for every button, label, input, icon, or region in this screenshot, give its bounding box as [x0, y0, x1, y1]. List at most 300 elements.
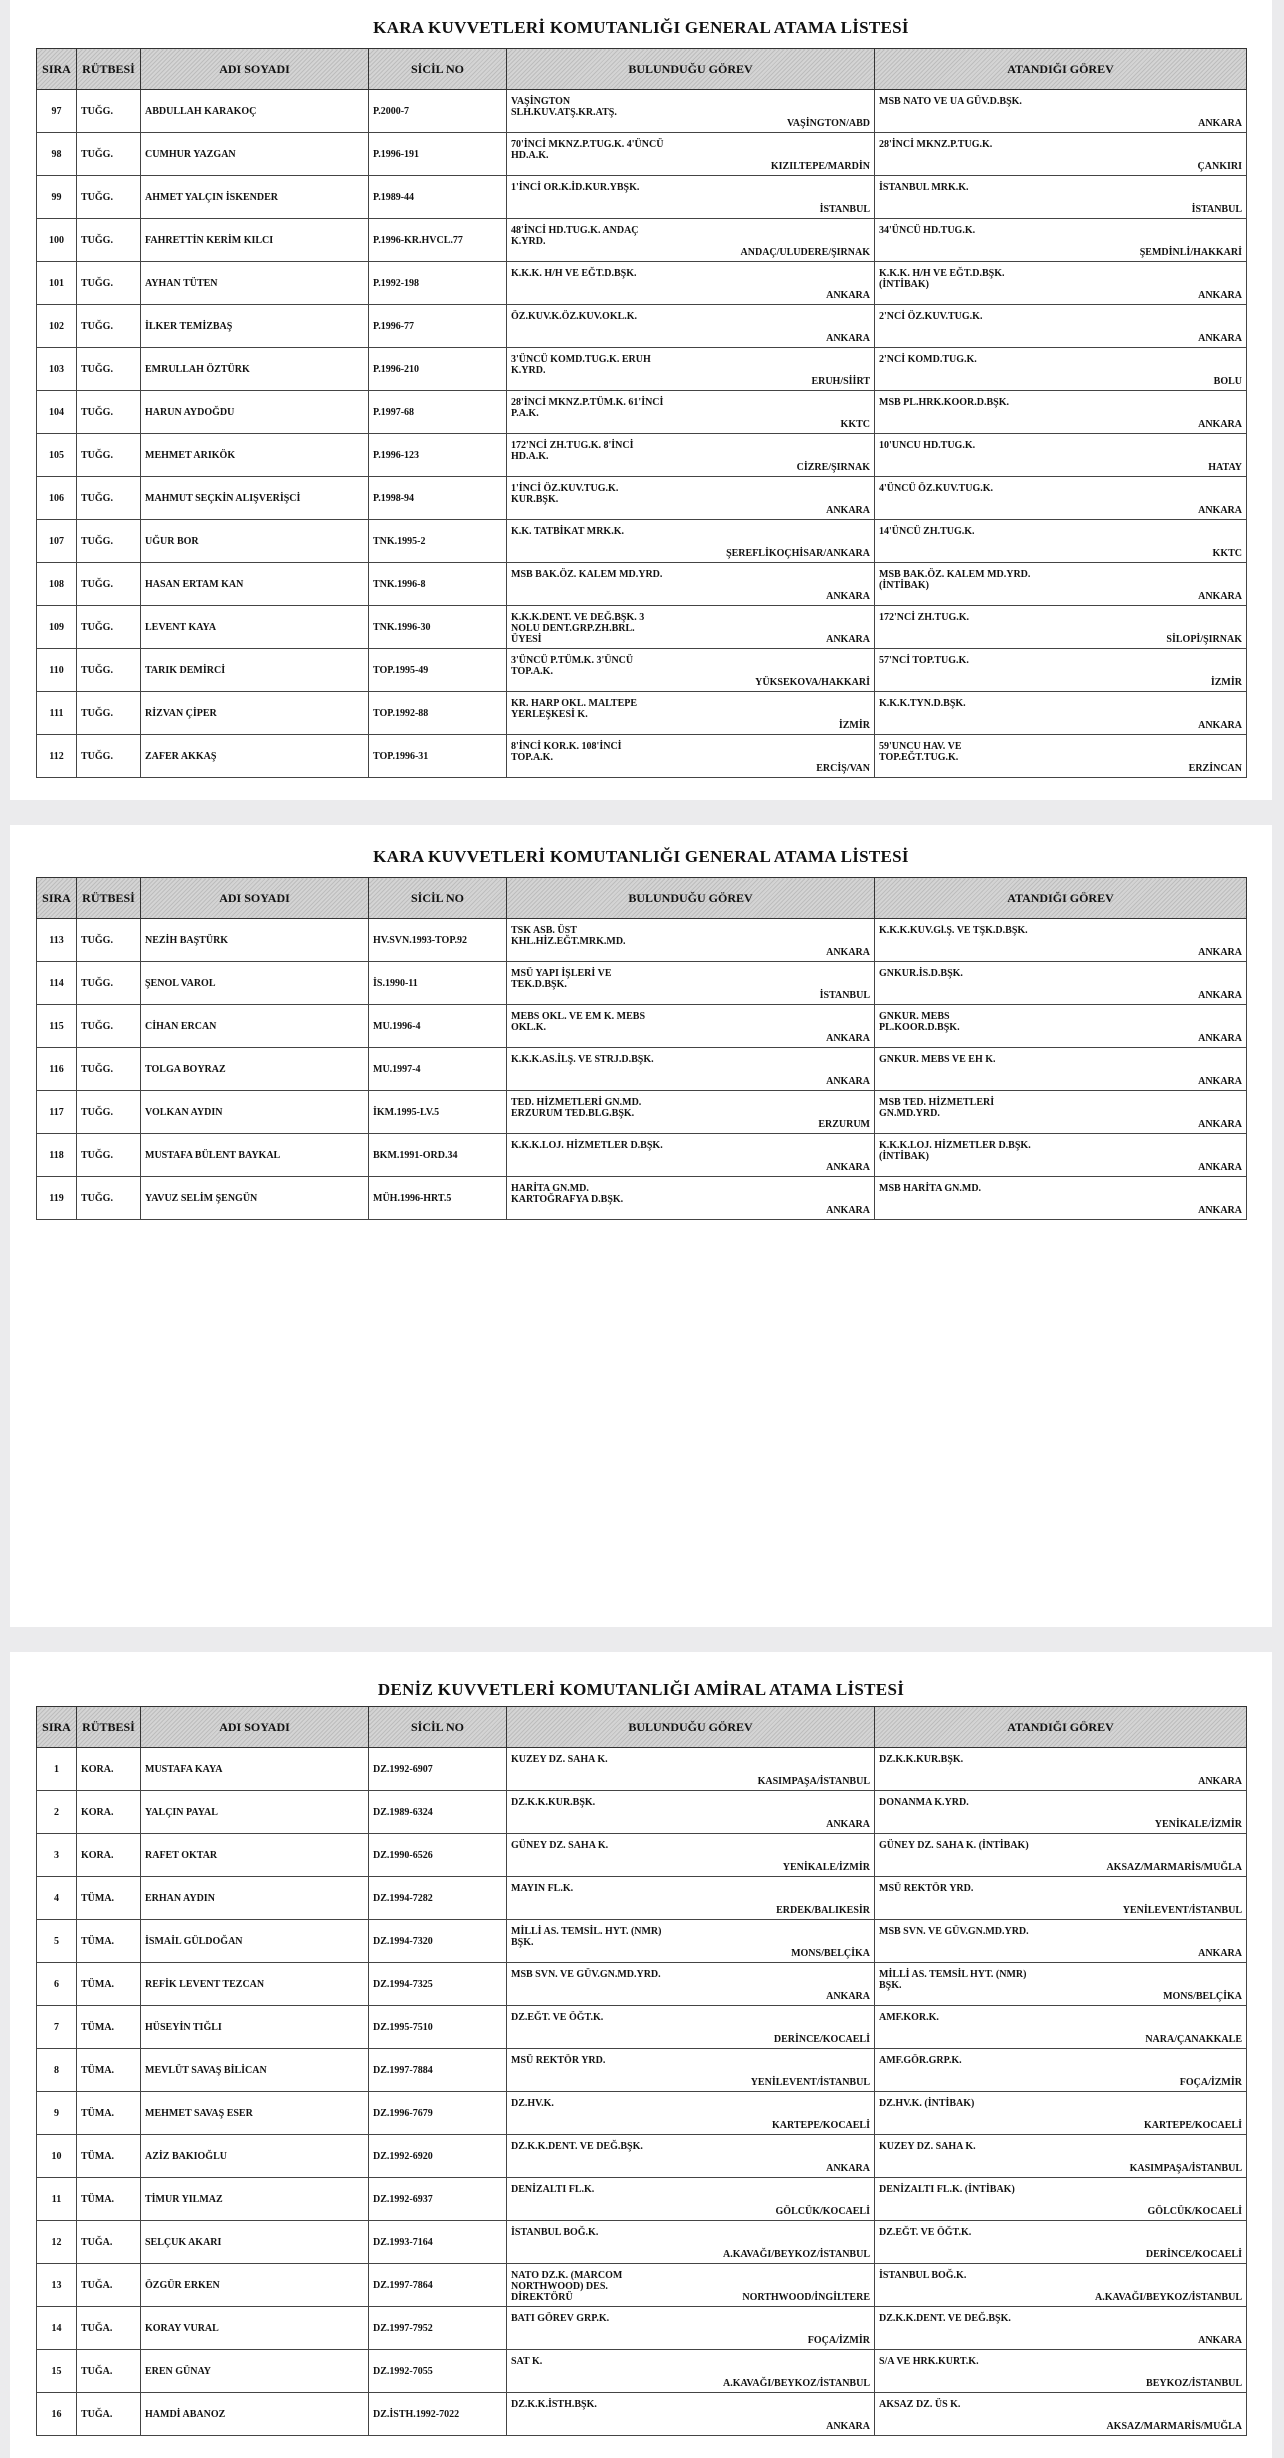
- rank-cell: TÜMA.: [77, 1963, 141, 2006]
- row-number: 117: [37, 1091, 77, 1134]
- current-duty-text: KUZEY DZ. SAHA K.: [511, 1754, 608, 1765]
- assigned-duty-cell: [875, 305, 1247, 348]
- name-cell: RİZVAN ÇİPER: [141, 692, 369, 735]
- sicil-cell: P.1989-44: [369, 176, 507, 219]
- current-duty-location: İSTANBUL: [819, 990, 870, 1001]
- assigned-duty-text: S/A VE HRK.KURT.K.: [879, 2356, 979, 2367]
- assigned-duty-location: FOÇA/İZMİR: [1179, 2077, 1242, 2088]
- assigned-duty-text: 4'ÜNCÜ ÖZ.KUV.TUG.K.: [879, 483, 993, 494]
- assigned-duty-location: YENİKALE/İZMİR: [1154, 1819, 1242, 1830]
- assigned-duty-location: NARA/ÇANAKKALE: [1145, 2034, 1242, 2045]
- assigned-duty-location: AKSAZ/MARMARİS/MUĞLA: [1106, 2421, 1242, 2432]
- current-duty-cell: [507, 348, 875, 391]
- assigned-duty-location: ANKARA: [1198, 290, 1242, 301]
- current-duty-text: MSB BAK.ÖZ. KALEM MD.YRD.: [511, 569, 663, 580]
- current-duty-cell: [507, 1091, 875, 1134]
- current-duty-cell: [507, 1920, 875, 1963]
- current-duty-cell: [507, 919, 875, 962]
- assigned-duty-cell: [875, 649, 1247, 692]
- table-row: [37, 1134, 1247, 1177]
- assigned-duty-location: ANKARA: [1198, 1119, 1242, 1130]
- current-duty-text: K.K.K. H/H VE EĞT.D.BŞK.: [511, 268, 637, 279]
- rank-cell: TUĞG.: [77, 563, 141, 606]
- header-rutbe: RÜTBESİ: [77, 878, 141, 919]
- name-cell: CİHAN ERCAN: [141, 1005, 369, 1048]
- sicil-cell: P.1998-94: [369, 477, 507, 520]
- row-number: 6: [37, 1963, 77, 2006]
- assigned-duty-cell: [875, 1963, 1247, 2006]
- rank-cell: TUĞA.: [77, 2221, 141, 2264]
- name-cell: ZAFER AKKAŞ: [141, 735, 369, 778]
- row-number: 12: [37, 2221, 77, 2264]
- table-row: [37, 1177, 1247, 1220]
- current-duty-text: GÜNEY DZ. SAHA K.: [511, 1840, 609, 1851]
- current-duty-cell: [507, 2307, 875, 2350]
- rank-cell: TUĞG.: [77, 606, 141, 649]
- current-duty-text: İSTANBUL BOĞ.K.: [511, 2227, 599, 2238]
- row-number: 105: [37, 434, 77, 477]
- table-row: [37, 2307, 1247, 2350]
- current-duty-text: BATI GÖREV GRP.K.: [511, 2313, 610, 2324]
- current-duty-location: ANKARA: [826, 290, 870, 301]
- rank-cell: TUĞG.: [77, 962, 141, 1005]
- row-number: 110: [37, 649, 77, 692]
- name-cell: AHMET YALÇIN İSKENDER: [141, 176, 369, 219]
- sicil-cell: DZ.1992-7055: [369, 2350, 507, 2393]
- name-cell: HÜSEYİN TIĞLI: [141, 2006, 369, 2049]
- row-number: 114: [37, 962, 77, 1005]
- assigned-duty-cell: [875, 262, 1247, 305]
- sicil-cell: DZ.1997-7884: [369, 2049, 507, 2092]
- current-duty-text: DENİZALTI FL.K.: [511, 2184, 595, 2195]
- current-duty-location: İZMİR: [838, 720, 870, 731]
- assigned-duty-text: MSB SVN. VE GÜV.GN.MD.YRD.: [879, 1926, 1029, 1937]
- row-number: 14: [37, 2307, 77, 2350]
- current-duty-location: ANKARA: [826, 1205, 870, 1216]
- assigned-duty-text: K.K.K.LOJ. HİZMETLER D.BŞK. (İNTİBAK): [879, 1140, 1031, 1162]
- current-duty-cell: [507, 962, 875, 1005]
- rank-cell: TUĞG.: [77, 176, 141, 219]
- assigned-duty-cell: [875, 1091, 1247, 1134]
- current-duty-text: MEBS OKL. VE EM K. MEBS OKL.K.: [511, 1011, 646, 1033]
- assigned-duty-location: GÖLCÜK/KOCAELİ: [1147, 2206, 1242, 2217]
- assigned-duty-cell: [875, 434, 1247, 477]
- sicil-cell: DZ.1997-7864: [369, 2264, 507, 2307]
- assigned-duty-location: İZMİR: [1210, 677, 1242, 688]
- current-duty-text: DZ.K.K.İSTH.BŞK.: [511, 2399, 597, 2410]
- table-row: [37, 735, 1247, 778]
- assigned-duty-cell: [875, 176, 1247, 219]
- current-duty-location: YÜKSEKOVA/HAKKARİ: [755, 677, 870, 688]
- page-kara-1: [10, 0, 1272, 800]
- table-row: [37, 305, 1247, 348]
- name-cell: MEHMET ARIKÖK: [141, 434, 369, 477]
- current-duty-location: ANKARA: [826, 1162, 870, 1173]
- sicil-cell: MÜH.1996-HRT.5: [369, 1177, 507, 1220]
- page-title: DENİZ KUVVETLERİ KOMUTANLIĞI AMİRAL ATAMA LİSTESİ: [377, 1680, 905, 1699]
- current-duty-location: ERCİŞ/VAN: [816, 763, 870, 774]
- rank-cell: TUĞG.: [77, 391, 141, 434]
- sicil-cell: DZ.1992-6907: [369, 1748, 507, 1791]
- assigned-duty-text: DZ.K.K.KUR.BŞK.: [879, 1754, 964, 1765]
- table-row: [37, 563, 1247, 606]
- assigned-duty-cell: [875, 348, 1247, 391]
- current-duty-location: ANDAÇ/ULUDERE/ŞIRNAK: [740, 247, 870, 258]
- current-duty-text: 1'İNCİ OR.K.İD.KUR.YBŞK.: [511, 182, 640, 193]
- assigned-duty-location: YENİLEVENT/İSTANBUL: [1122, 1905, 1242, 1916]
- sicil-cell: DZ.1990-6526: [369, 1834, 507, 1877]
- rank-cell: TUĞG.: [77, 520, 141, 563]
- current-duty-location: KIZILTEPE/MARDİN: [770, 161, 870, 172]
- header-sira: SIRA: [37, 1707, 77, 1748]
- rank-cell: KORA.: [77, 1834, 141, 1877]
- assigned-duty-cell: [875, 962, 1247, 1005]
- table-row: [37, 520, 1247, 563]
- current-duty-location: YENİKALE/İZMİR: [782, 1862, 870, 1873]
- current-duty-cell: [507, 735, 875, 778]
- table-row: [37, 133, 1247, 176]
- rank-cell: TUĞG.: [77, 735, 141, 778]
- assigned-duty-text: K.K.K.KUV.Gl.Ş. VE TŞK.D.BŞK.: [879, 925, 1028, 936]
- rank-cell: TUĞG.: [77, 348, 141, 391]
- sicil-cell: P.1996-210: [369, 348, 507, 391]
- row-number: 98: [37, 133, 77, 176]
- name-cell: MAHMUT SEÇKİN ALIŞVERİŞCİ: [141, 477, 369, 520]
- current-duty-location: MONS/BELÇİKA: [791, 1948, 870, 1959]
- current-duty-cell: [507, 692, 875, 735]
- current-duty-cell: [507, 305, 875, 348]
- assigned-duty-cell: [875, 1791, 1247, 1834]
- current-duty-cell: [507, 520, 875, 563]
- current-duty-cell: [507, 90, 875, 133]
- current-duty-location: A.KAVAĞI/BEYKOZ/İSTANBUL: [723, 2378, 870, 2389]
- row-number: 5: [37, 1920, 77, 1963]
- header-rutbe: RÜTBESİ: [77, 1707, 141, 1748]
- sicil-cell: P.1997-68: [369, 391, 507, 434]
- current-duty-text: NATO DZ.K. (MARCOM NORTHWOOD) DES. DİREKTÖRÜ: [511, 2270, 623, 2303]
- current-duty-cell: [507, 1005, 875, 1048]
- assigned-duty-location: KARTEPE/KOCAELİ: [1144, 2120, 1242, 2131]
- sicil-cell: TNK.1995-2: [369, 520, 507, 563]
- table-row: [37, 606, 1247, 649]
- assigned-duty-text: MSB BAK.ÖZ. KALEM MD.YRD. (İNTİBAK): [879, 569, 1031, 591]
- sicil-cell: TOP.1992-88: [369, 692, 507, 735]
- assigned-duty-text: MSB HARİTA GN.MD.: [879, 1183, 982, 1194]
- current-duty-text: 1'İNCİ ÖZ.KUV.TUG.K. KUR.BŞK.: [511, 483, 619, 505]
- sicil-cell: P.1992-198: [369, 262, 507, 305]
- name-cell: MUSTAFA BÜLENT BAYKAL: [141, 1134, 369, 1177]
- rank-cell: TÜMA.: [77, 2049, 141, 2092]
- rank-cell: KORA.: [77, 1791, 141, 1834]
- assigned-duty-text: MSB PL.HRK.KOOR.D.BŞK.: [879, 397, 1010, 408]
- assigned-duty-location: DERİNCE/KOCAELİ: [1145, 2249, 1242, 2260]
- current-duty-cell: [507, 1748, 875, 1791]
- row-number: 118: [37, 1134, 77, 1177]
- current-duty-cell: [507, 1791, 875, 1834]
- table-row: [37, 2393, 1247, 2436]
- table-row: [37, 1791, 1247, 1834]
- rank-cell: TUĞG.: [77, 219, 141, 262]
- current-duty-location: ERZURUM: [818, 1119, 870, 1130]
- assigned-duty-cell: [875, 2221, 1247, 2264]
- current-duty-text: MİLLİ AS. TEMSİL. HYT. (NMR) BŞK.: [511, 1926, 662, 1948]
- assigned-duty-location: ANKARA: [1198, 1948, 1242, 1959]
- current-duty-location: ANKARA: [826, 2163, 870, 2174]
- current-duty-location: ANKARA: [826, 2421, 870, 2432]
- assigned-duty-location: KASIMPAŞA/İSTANBUL: [1129, 2163, 1242, 2174]
- sicil-cell: TOP.1996-31: [369, 735, 507, 778]
- table-row: [37, 434, 1247, 477]
- table-row: [37, 919, 1247, 962]
- header-row: [37, 878, 1247, 919]
- table-row: [37, 2092, 1247, 2135]
- row-number: 97: [37, 90, 77, 133]
- table-row: [37, 262, 1247, 305]
- assigned-duty-cell: [875, 2307, 1247, 2350]
- current-duty-location: ANKARA: [826, 947, 870, 958]
- assigned-duty-location: BEYKOZ/İSTANBUL: [1146, 2378, 1242, 2389]
- current-duty-location: ANKARA: [826, 1819, 870, 1830]
- current-duty-cell: [507, 1177, 875, 1220]
- assigned-duty-cell: [875, 133, 1247, 176]
- current-duty-cell: [507, 2135, 875, 2178]
- assigned-duty-cell: [875, 1748, 1247, 1791]
- page-title: KARA KUVVETLERİ KOMUTANLIĞI GENERAL ATAMA LİSTESİ: [373, 847, 909, 866]
- current-duty-cell: [507, 176, 875, 219]
- name-cell: NEZİH BAŞTÜRK: [141, 919, 369, 962]
- assigned-duty-location: HATAY: [1208, 462, 1242, 473]
- table-row: [37, 2350, 1247, 2393]
- current-duty-text: ÖZ.KUV.K.ÖZ.KUV.OKL.K.: [511, 311, 638, 322]
- row-number: 112: [37, 735, 77, 778]
- assigned-duty-cell: [875, 2006, 1247, 2049]
- assigned-duty-cell: [875, 563, 1247, 606]
- current-duty-text: TED. HİZMETLERİ GN.MD. ERZURUM TED.BLG.BŞK.: [511, 1097, 642, 1119]
- current-duty-text: HARİTA GN.MD. KARTOĞRAFYA D.BŞK.: [511, 1183, 624, 1205]
- sicil-cell: DZ.1995-7510: [369, 2006, 507, 2049]
- row-number: 1: [37, 1748, 77, 1791]
- rank-cell: TÜMA.: [77, 2178, 141, 2221]
- current-duty-cell: [507, 477, 875, 520]
- name-cell: HASAN ERTAM KAN: [141, 563, 369, 606]
- current-duty-location: ERDEK/BALIKESİR: [776, 1905, 870, 1916]
- table-row: [37, 692, 1247, 735]
- sicil-cell: İKM.1995-LV.5: [369, 1091, 507, 1134]
- current-duty-cell: [507, 2178, 875, 2221]
- name-cell: MUSTAFA KAYA: [141, 1748, 369, 1791]
- sicil-cell: HV.SVN.1993-TOP.92: [369, 919, 507, 962]
- current-duty-text: 3'ÜNCÜ P.TÜM.K. 3'ÜNCÜ TOP.A.K.: [511, 655, 634, 677]
- rank-cell: TÜMA.: [77, 2006, 141, 2049]
- assigned-duty-text: DZ.HV.K. (İNTİBAK): [879, 2098, 975, 2109]
- assigned-duty-location: ANKARA: [1198, 419, 1242, 430]
- name-cell: ÖZGÜR ERKEN: [141, 2264, 369, 2307]
- current-duty-location: ANKARA: [826, 634, 870, 645]
- row-number: 108: [37, 563, 77, 606]
- current-duty-cell: [507, 1048, 875, 1091]
- current-duty-location: FOÇA/İZMİR: [807, 2335, 870, 2346]
- name-cell: YAVUZ SELİM ŞENGÜN: [141, 1177, 369, 1220]
- sicil-cell: P.2000-7: [369, 90, 507, 133]
- sicil-cell: İS.1990-11: [369, 962, 507, 1005]
- current-duty-cell: [507, 1834, 875, 1877]
- assigned-duty-text: 57'NCİ TOP.TUG.K.: [879, 655, 969, 666]
- current-duty-text: DZ.K.K.DENT. VE DEĞ.BŞK.: [511, 2141, 643, 2152]
- assigned-duty-cell: [875, 606, 1247, 649]
- assigned-duty-cell: [875, 2092, 1247, 2135]
- current-duty-location: ANKARA: [826, 591, 870, 602]
- sicil-cell: DZ.İSTH.1992-7022: [369, 2393, 507, 2436]
- current-duty-text: 8'İNCİ KOR.K. 108'İNCİ TOP.A.K.: [511, 741, 622, 763]
- current-duty-location: ANKARA: [826, 1076, 870, 1087]
- header-bulundugu-gorev: BULUNDUĞU GÖREV: [507, 1707, 875, 1748]
- rank-cell: TUĞG.: [77, 1005, 141, 1048]
- assigned-duty-location: ANKARA: [1198, 118, 1242, 129]
- assigned-duty-cell: [875, 1834, 1247, 1877]
- assigned-duty-text: AMF.KOR.K.: [879, 2012, 939, 2023]
- current-duty-text: MSÜ REKTÖR YRD.: [511, 2055, 606, 2066]
- name-cell: İLKER TEMİZBAŞ: [141, 305, 369, 348]
- name-cell: CUMHUR YAZGAN: [141, 133, 369, 176]
- row-number: 13: [37, 2264, 77, 2307]
- current-duty-location: DERİNCE/KOCAELİ: [773, 2034, 870, 2045]
- header-atandigi-gorev: ATANDIĞI GÖREV: [875, 49, 1247, 90]
- assigned-duty-location: ANKARA: [1198, 720, 1242, 731]
- header-rutbe: RÜTBESİ: [77, 49, 141, 90]
- assigned-duty-text: DZ.K.K.DENT. VE DEĞ.BŞK.: [879, 2313, 1011, 2324]
- current-duty-cell: [507, 2006, 875, 2049]
- assigned-duty-cell: [875, 2393, 1247, 2436]
- current-duty-cell: [507, 391, 875, 434]
- table-row: [37, 1091, 1247, 1134]
- name-cell: EMRULLAH ÖZTÜRK: [141, 348, 369, 391]
- sicil-cell: DZ.1994-7320: [369, 1920, 507, 1963]
- assigned-duty-cell: [875, 219, 1247, 262]
- row-number: 103: [37, 348, 77, 391]
- assigned-duty-location: A.KAVAĞI/BEYKOZ/İSTANBUL: [1095, 2292, 1242, 2303]
- sicil-cell: BKM.1991-ORD.34: [369, 1134, 507, 1177]
- row-number: 111: [37, 692, 77, 735]
- sicil-cell: P.1996-191: [369, 133, 507, 176]
- assigned-duty-location: ANKARA: [1198, 505, 1242, 516]
- table-row: [37, 649, 1247, 692]
- current-duty-location: ANKARA: [826, 505, 870, 516]
- sicil-cell: DZ.1992-6920: [369, 2135, 507, 2178]
- current-duty-text: K.K.K.AS.İLŞ. VE STRJ.D.BŞK.: [511, 1054, 654, 1065]
- header-sicil-no: SİCİL NO: [369, 49, 507, 90]
- row-number: 107: [37, 520, 77, 563]
- assigned-duty-cell: [875, 2178, 1247, 2221]
- assigned-duty-text: AMF.GÖR.GRP.K.: [879, 2055, 962, 2066]
- current-duty-cell: [507, 2221, 875, 2264]
- assigned-duty-text: İSTANBUL MRK.K.: [879, 182, 969, 193]
- assigned-duty-cell: [875, 735, 1247, 778]
- current-duty-text: SAT K.: [511, 2356, 543, 2367]
- rank-cell: TUĞG.: [77, 434, 141, 477]
- current-duty-location: ANKARA: [826, 333, 870, 344]
- rank-cell: KORA.: [77, 1748, 141, 1791]
- table-row: [37, 1877, 1247, 1920]
- current-duty-cell: [507, 2049, 875, 2092]
- current-duty-cell: [507, 1877, 875, 1920]
- assigned-duty-text: KUZEY DZ. SAHA K.: [879, 2141, 976, 2152]
- assigned-duty-location: BOLU: [1213, 376, 1242, 387]
- row-number: 106: [37, 477, 77, 520]
- sicil-cell: DZ.1994-7282: [369, 1877, 507, 1920]
- assigned-duty-text: MSÜ REKTÖR YRD.: [879, 1883, 974, 1894]
- rank-cell: TÜMA.: [77, 2092, 141, 2135]
- assigned-duty-text: DZ.EĞT. VE ÖĞT.K.: [879, 2227, 972, 2238]
- header-adi-soyadi: ADI SOYADI: [141, 878, 369, 919]
- current-duty-cell: [507, 434, 875, 477]
- header-adi-soyadi: ADI SOYADI: [141, 1707, 369, 1748]
- table-row: [37, 2178, 1247, 2221]
- current-duty-text: MAYIN FL.K.: [511, 1883, 574, 1894]
- current-duty-cell: [507, 219, 875, 262]
- current-duty-location: ANKARA: [826, 1033, 870, 1044]
- assigned-duty-cell: [875, 1877, 1247, 1920]
- assigned-duty-text: 10'UNCU HD.TUG.K.: [879, 440, 976, 451]
- current-duty-location: VAŞİNGTON/ABD: [787, 118, 870, 129]
- current-duty-text: K.K.K.LOJ. HİZMETLER D.BŞK.: [511, 1140, 663, 1151]
- table-row: [37, 1048, 1247, 1091]
- rank-cell: TUĞG.: [77, 262, 141, 305]
- table-row: [37, 1748, 1247, 1791]
- name-cell: TARIK DEMİRCİ: [141, 649, 369, 692]
- row-number: 99: [37, 176, 77, 219]
- header-sira: SIRA: [37, 49, 77, 90]
- assigned-duty-cell: [875, 1177, 1247, 1220]
- name-cell: RAFET OKTAR: [141, 1834, 369, 1877]
- rank-cell: TÜMA.: [77, 1877, 141, 1920]
- assigned-duty-text: GNKUR. MEBS VE EH K.: [879, 1054, 996, 1065]
- current-duty-text: VAŞİNGTON SLH.KUV.ATŞ.KR.ATŞ.: [511, 96, 617, 118]
- rank-cell: TUĞG.: [77, 649, 141, 692]
- current-duty-location: KKTC: [840, 419, 870, 430]
- table-row: [37, 1920, 1247, 1963]
- row-number: 9: [37, 2092, 77, 2135]
- assigned-duty-location: ANKARA: [1198, 1205, 1242, 1216]
- current-duty-text: 172'NCİ ZH.TUG.K. 8'İNCİ HD.A.K.: [511, 440, 634, 462]
- table-row: [37, 1963, 1247, 2006]
- assignment-table: [36, 1706, 1247, 2436]
- current-duty-cell: [507, 1134, 875, 1177]
- assigned-duty-location: ANKARA: [1198, 333, 1242, 344]
- assigned-duty-text: İSTANBUL BOĞ.K.: [879, 2270, 967, 2281]
- assignment-table: [36, 48, 1247, 778]
- header-row: [37, 49, 1247, 90]
- assigned-duty-text: 59'UNCU HAV. VE TOP.EĞT.TUG.K.: [879, 741, 962, 763]
- sicil-cell: DZ.1992-6937: [369, 2178, 507, 2221]
- current-duty-text: 70'İNCİ MKNZ.P.TUG.K. 4'ÜNCÜ HD.A.K.: [511, 139, 664, 161]
- name-cell: REFİK LEVENT TEZCAN: [141, 1963, 369, 2006]
- current-duty-text: TSK ASB. ÜST KHL.HİZ.EĞT.MRK.MD.: [511, 925, 626, 947]
- row-number: 16: [37, 2393, 77, 2436]
- current-duty-text: DZ.K.K.KUR.BŞK.: [511, 1797, 596, 1808]
- row-number: 10: [37, 2135, 77, 2178]
- table-row: [37, 90, 1247, 133]
- assigned-duty-location: ANKARA: [1198, 1162, 1242, 1173]
- rank-cell: TUĞA.: [77, 2264, 141, 2307]
- name-cell: ABDULLAH KARAKOÇ: [141, 90, 369, 133]
- assigned-duty-cell: [875, 1920, 1247, 1963]
- table-row: [37, 1834, 1247, 1877]
- assigned-duty-cell: [875, 2049, 1247, 2092]
- name-cell: İSMAİL GÜLDOĞAN: [141, 1920, 369, 1963]
- current-duty-text: 48'İNCİ HD.TUG.K. ANDAÇ K.YRD.: [511, 225, 639, 247]
- assigned-duty-text: DONANMA K.YRD.: [879, 1797, 969, 1808]
- current-duty-text: KR. HARP OKL. MALTEPE YERLEŞKESİ K.: [511, 698, 638, 720]
